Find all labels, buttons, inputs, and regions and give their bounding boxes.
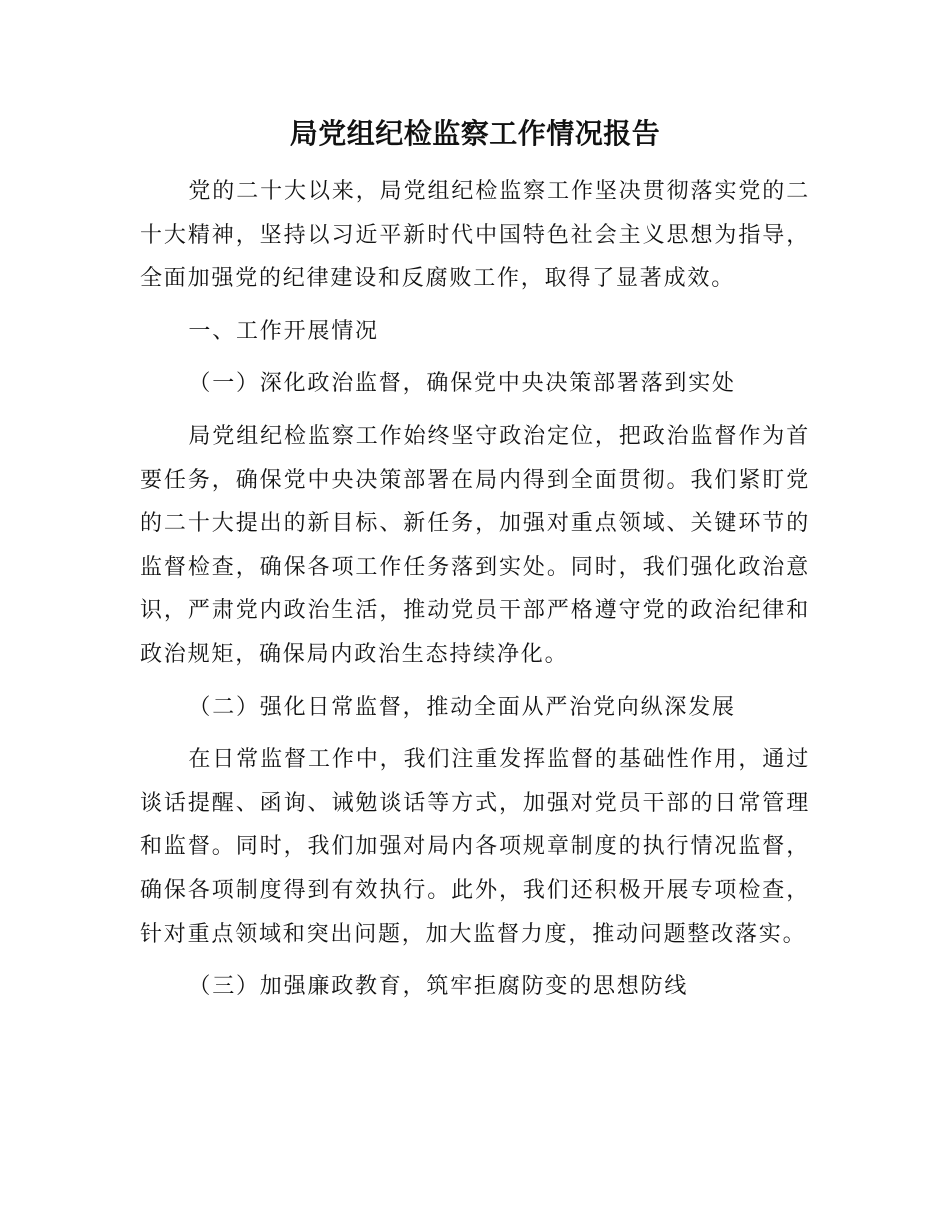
document-title: 局党组纪检监察工作情况报告 bbox=[289, 117, 661, 150]
intro-paragraph: 党的二十大以来，局党组纪检监察工作坚决贯彻落实党的二十大精神，坚持以习近平新时代中国特色社会主义思想为指导，全面加强党的纪律建设和反腐败工作，取得了显著成效。 bbox=[140, 179, 810, 292]
subsection-heading-1: （一）深化政治监督，确保党中央决策部署落到实处 bbox=[188, 371, 736, 397]
document-body bbox=[140, 170, 810, 1018]
subsection-body-2: 在日常监督工作中，我们注重发挥监督的基础性作用，通过谈话提醒、函询、诫勉谈话等方式，加强对党员干部的日常管理和监督。同时，我们加强对局内各项规章制度的执行情况监督，确保各项制度得到有效执行。此外，我们还积极开展专项检查，针对重点领域和突出问题，加大监督力度，推动问题整改落实。 bbox=[140, 747, 810, 947]
subsection-heading-2: （二）强化日常监督，推动全面从严治党向纵深发展 bbox=[188, 694, 736, 720]
section-heading-1: 一、工作开展情况 bbox=[188, 318, 379, 344]
subsection-body-1: 局党组纪检监察工作始终坚守政治定位，把政治监督作为首要任务，确保党中央决策部署在局内得到全面贯彻。我们紧盯党的二十大提出的新目标、新任务，加强对重点领域、关键环节的监督检查，确保各项工作任务落到实处。同时，我们强化政治意识，严肃党内政治生活，推动党员干部严格遵守党的政治纪律和政治规矩，确保局内政治生态持续净化。 bbox=[140, 423, 810, 667]
subsection-heading-3: （三）加强廉政教育，筑牢拒腐防变的思想防线 bbox=[188, 974, 689, 1000]
